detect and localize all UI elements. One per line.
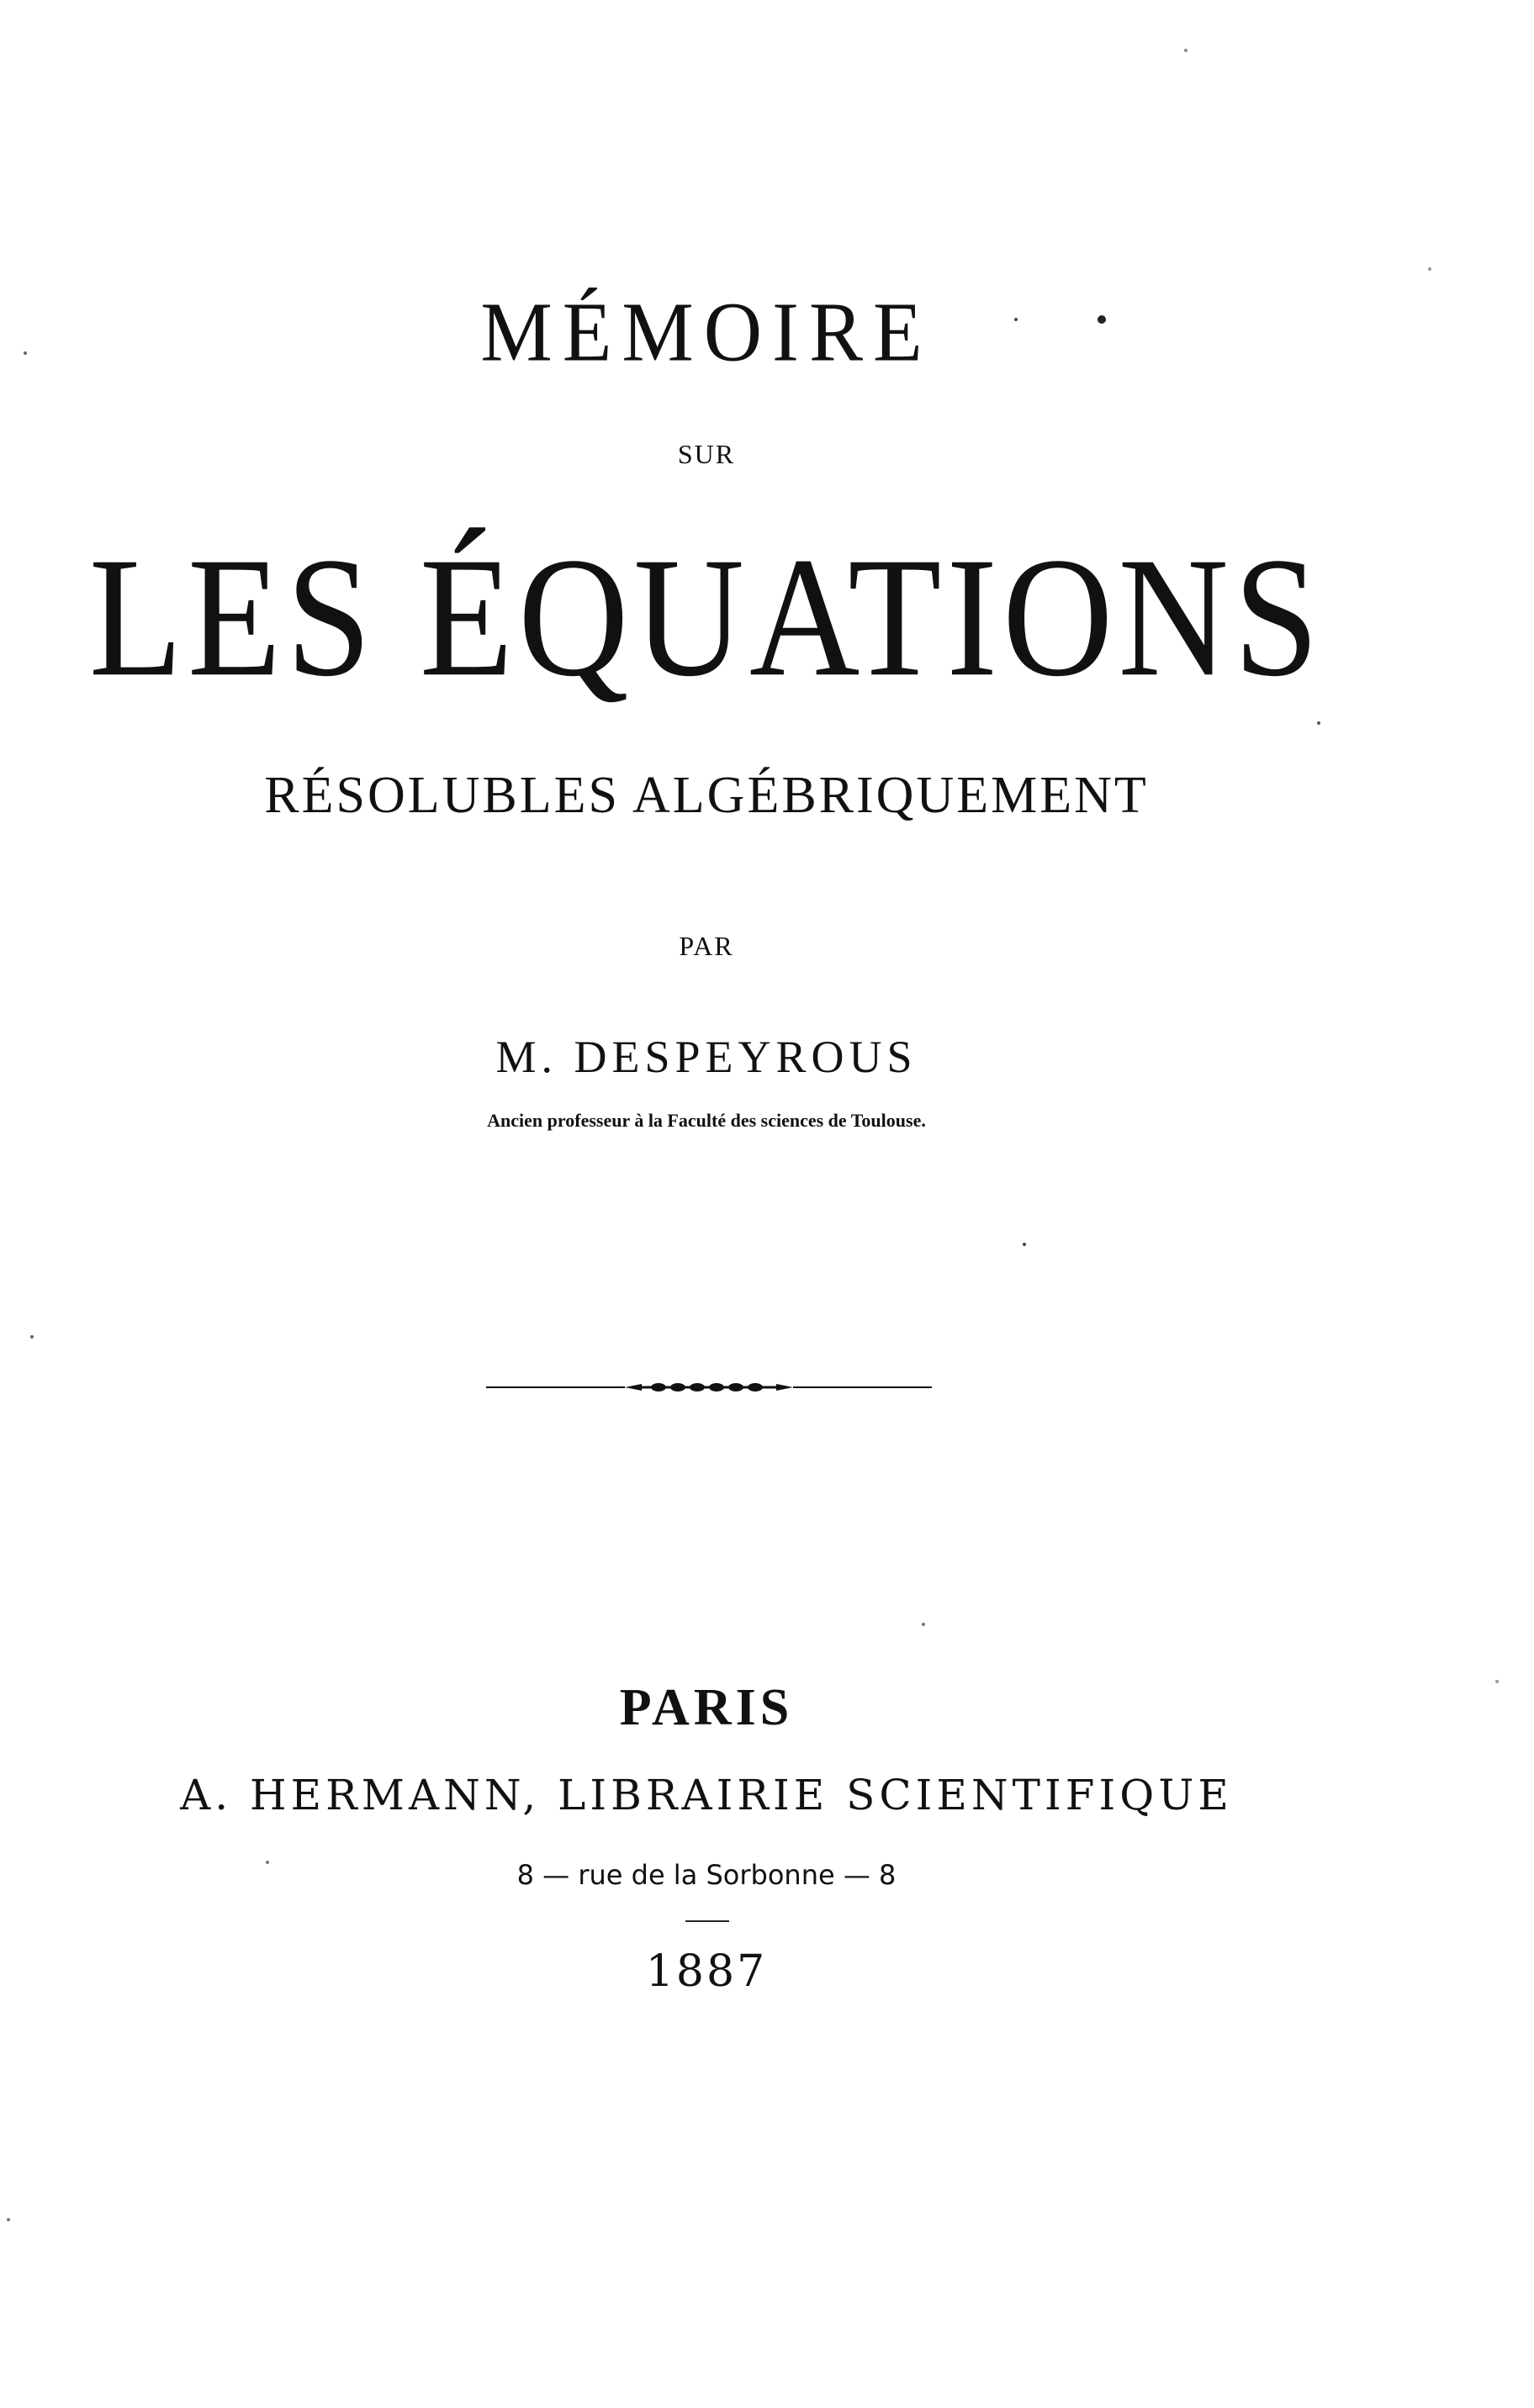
- author-name: M. DESPEYROUS: [495, 1032, 918, 1082]
- main-title: LES ÉQUATIONS: [88, 522, 1325, 712]
- imprint-year: 1887: [645, 1946, 768, 1997]
- imprint-city: PARIS: [619, 1679, 794, 1736]
- imprint-address: 8 — rue de la Sorbonne — 8: [516, 1859, 897, 1891]
- short-rule: [685, 1920, 729, 1922]
- par-label: PAR: [679, 931, 734, 961]
- ornament-rule-icon: [486, 1379, 932, 1396]
- author-affiliation: Ancien professeur à la Faculté des sciences de Toulouse.: [487, 1110, 926, 1131]
- subtitle: RÉSOLUBLES ALGÉBRIQUEMENT: [264, 767, 1149, 824]
- memoire-heading: MÉMOIRE: [480, 284, 933, 379]
- sur-label: SUR: [677, 439, 736, 469]
- imprint-publisher: A. HERMANN, LIBRAIRIE SCIENTIFIQUE: [180, 1771, 1233, 1819]
